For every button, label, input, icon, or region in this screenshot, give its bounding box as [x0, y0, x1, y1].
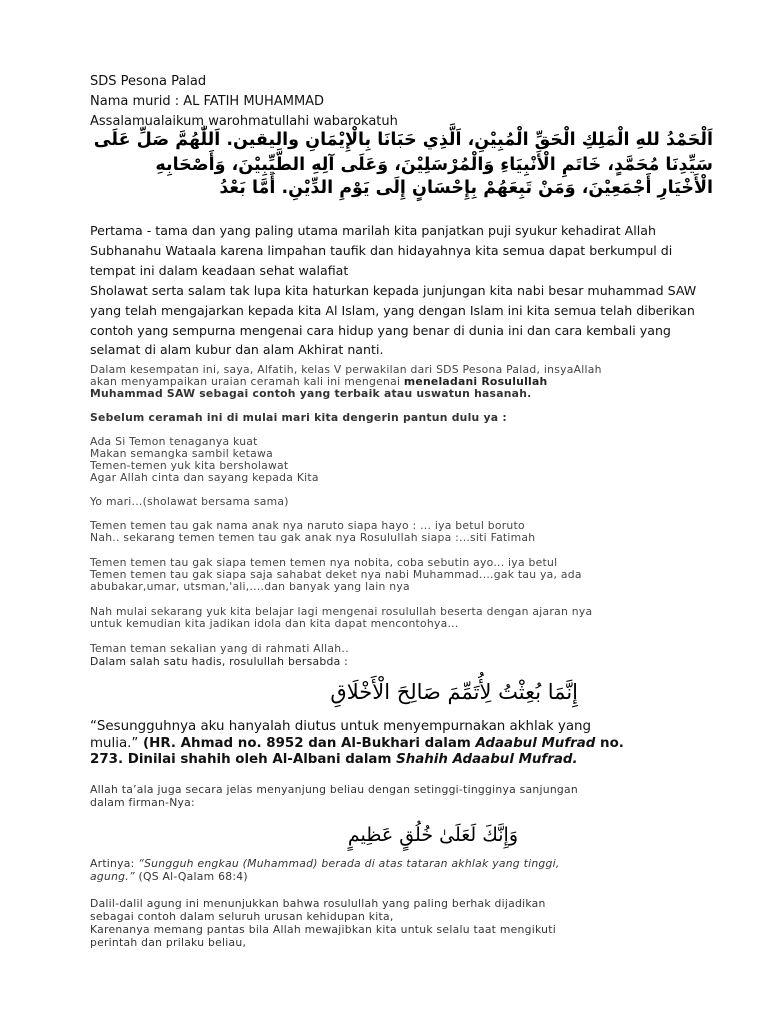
pantun-line: Makan semangka sambil ketawa: [90, 447, 273, 460]
hadith-translation: “Sesungguhnya aku hanyalah diutus untuk menyempurnakan akhlak yang: [90, 719, 592, 734]
quiz-line: Temen temen tau gak siapa temen temen nya nobita, coba sebutin ayo... iya betul: [90, 556, 558, 569]
intro-line: yang telah mengajarkan kepada kita Al Islam, yang dengan Islam ini kita semua telah diberikan: [90, 303, 695, 318]
intro-line: Sholawat serta salam tak lupa kita haturkan kepada junjungan kita nabi besar muhammad SAW: [90, 283, 697, 298]
verse-arabic: وَإِنَّكَ لَعَلَىٰ خُلُقٍ عَظِيمٍ: [347, 824, 518, 846]
opening-arabic-line: اَلْحَمْدُ للهِ الْمَلِكِ الْحَقِّ الْمُبِيْنِ، اَلَّذِي حَبَانَا بِالْإِيْمَانِ واليقين. اَللّٰهُمَّ صَلِّ عَلَى: [93, 130, 713, 150]
opening-arabic-line: سَيِّدِنَا مُحَمَّدٍ، خَاتَمِ الْأَنْبِيَاءِ وَالْمُرْسَلِيْنَ، وَعَلَى آلِهِ الطَّيِّبِيْنَ، وَأَصْحَابِهِ: [155, 155, 713, 175]
opening-arabic-line: الْأَخْيَارِ أَجْمَعِيْنَ، وَمَنْ تَبِعَهُمْ بِإِحْسَانٍ إِلَى يَوْمِ الدِّيْنِ. أَمَّا بَعْدُ: [219, 178, 713, 198]
pantun-intro: Sebelum ceramah ini di mulai mari kita dengerin pantun dulu ya :: [90, 411, 507, 424]
pantun-line: Agar Allah cinta dan sayang kepada Kita: [90, 471, 319, 484]
closing-line: Dalil-dalil agung ini menunjukkan bahwa rosulullah yang paling berhak dijadikan: [90, 897, 546, 910]
closing-line: sebagai contoh dalam seluruh urusan kehidupan kita,: [90, 910, 394, 923]
greeting: Assalamualaikum warohmatullahi wabarokatuh: [90, 114, 398, 129]
praise-line: Allah ta’ala juga secara jelas menyanjung beliau dengan setinggi-tingginya sanjungan: [90, 783, 578, 796]
opening-text: Dalam kesempatan ini, saya, Alfatih, kelas V perwakilan dari SDS Pesona Palad, insyaAllah: [90, 363, 602, 376]
sholawat-text: Yo mari...(sholawat bersama sama): [90, 495, 289, 508]
intro-line: selamat di alam kubur dan alam Akhirat nanti.: [90, 342, 384, 357]
learn-line: Nah mulai sekarang yuk kita belajar lagi mengenai rosulullah beserta dengan ajaran nya: [90, 605, 593, 618]
teman-line: Dalam salah satu hadis, rosulullah bersabda :: [90, 655, 349, 668]
teman-line: Teman teman sekalian yang di rahmati Allah..: [90, 642, 349, 655]
closing-line: perintah dan prilaku beliau,: [90, 936, 247, 949]
learn-line: untuk kemudian kita jadikan idola dan kita dapat mencontohya...: [90, 617, 459, 630]
intro-line: contoh yang sempurna mengenai cara hidup yang benar di dunia ini dan cara kembali yang: [90, 323, 671, 338]
quiz-line: Nah.. sekarang temen temen tau gak anak nya Rosulullah siapa :...siti Fatimah: [90, 531, 536, 544]
student-name: Nama murid : AL FATIH MUHAMMAD: [90, 94, 325, 109]
opening-text: akan menyampaikan uraian ceramah kali ini mengenai meneladani Rosulullah: [90, 375, 548, 388]
pantun-line: Ada Si Temon tenaganya kuat: [90, 435, 258, 448]
quiz-line: Temen temen tau gak nama anak nya naruto siapa hayo : ... iya betul boruto: [90, 519, 525, 532]
topic-bold: meneladani Rosulullah: [403, 375, 548, 388]
artinya-line: agung.” (QS Al-Qalam 68:4): [90, 870, 248, 883]
opening-text-bold: Muhammad SAW sebagai contoh yang terbaik atau uswatun hasanah.: [90, 387, 532, 400]
school-name: SDS Pesona Palad: [90, 74, 207, 89]
hadith-source: 273. Dinilai shahih oleh Al-Albani dalam Shahih Adaabul Mufrad.: [90, 752, 578, 767]
pantun-line: Temen-temen yuk kita bersholawat: [90, 459, 289, 472]
hadith-arabic: إِنَّمَا بُعِثْتُ لِأُتَمِّمَ صَالِحَ الْأَخْلَاقِ: [330, 680, 578, 704]
quiz-line: abubakar,umar, utsman,'ali,....dan banyak yang lain nya: [90, 580, 410, 593]
intro-line: Subhanahu Wataala karena limpahan taufik dan hidayahnya kita semua dapat berkumpul di: [90, 243, 673, 258]
praise-line: dalam firman-Nya:: [90, 796, 195, 809]
closing-line: Karenanya memang pantas bila Allah mewajibkan kita untuk selalu taat mengikuti: [90, 923, 556, 936]
quiz-line: Temen temen tau gak siapa saja sahabat deket nya nabi Muhammad....gak tau ya, ada: [90, 568, 582, 581]
artinya-line: Artinya: “Sungguh engkau (Muhammad) berada di atas tataran akhlak yang tinggi,: [90, 857, 560, 870]
hadith-translation: mulia.” (HR. Ahmad no. 8952 dan Al-Bukhari dalam Adaabul Mufrad no.: [90, 736, 624, 751]
intro-line: Pertama - tama dan yang paling utama marilah kita panjatkan puji syukur kehadirat Allah: [90, 223, 656, 238]
intro-line: tempat ini dalam keadaan sehat walafiat: [90, 263, 349, 278]
